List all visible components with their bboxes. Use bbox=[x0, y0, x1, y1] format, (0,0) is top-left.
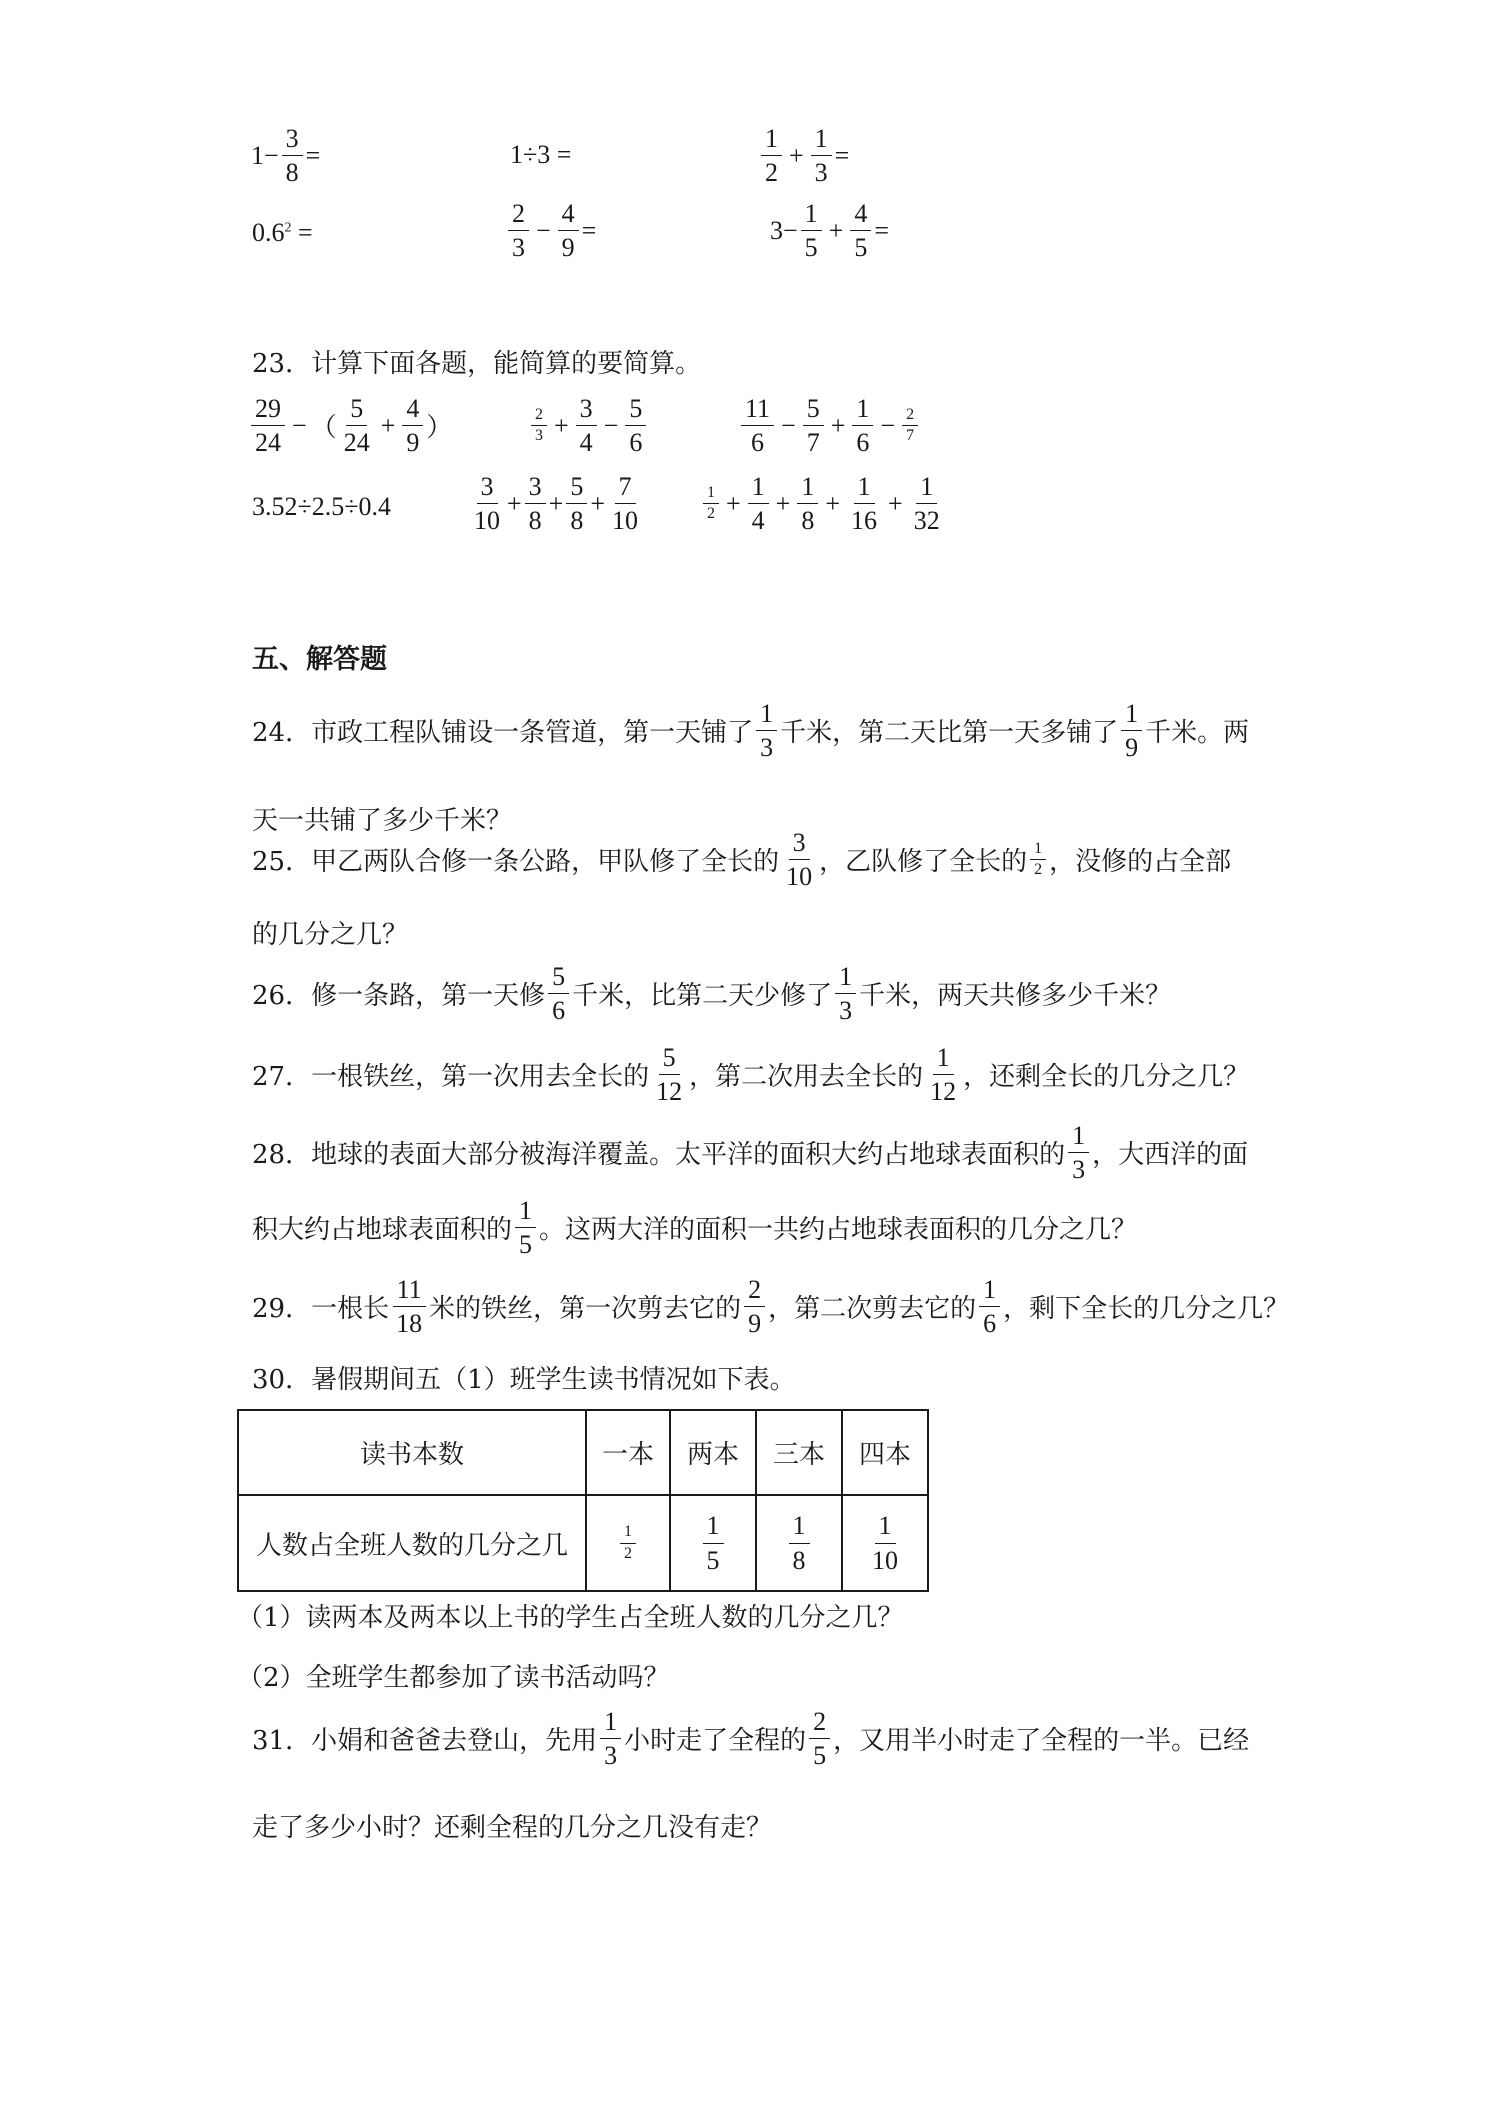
fraction: $\frac{7}{10}$ bbox=[612, 472, 639, 536]
table-header-cell: 两本 bbox=[670, 1410, 756, 1495]
fraction: $\frac{3}{10}$ bbox=[786, 828, 813, 892]
fraction: $\frac{3}{10}$ bbox=[474, 472, 500, 536]
q23-title: 23．计算下面各题，能简算的要简算。 bbox=[252, 349, 702, 379]
fraction: $\frac{1}{3}$ bbox=[1068, 1122, 1089, 1184]
fraction: $\frac{2}{3}$ bbox=[531, 407, 547, 446]
q26-line-1: 26．修一条路，第一天修 $\frac{5}{6}$ 千米，比第二天少修了 $\frac{1}{3}$ 千米，两天共修多少千米？ bbox=[252, 962, 1172, 1026]
q22-expr-b: 1÷3 = bbox=[510, 140, 572, 169]
fraction: $\frac{1}{16}$ bbox=[851, 472, 878, 536]
q30-sub-2: （2）全班学生都参加了读书活动吗？ bbox=[237, 1663, 670, 1693]
table-header-cell: 一本 bbox=[586, 1410, 670, 1495]
fraction: $\frac{3}{4}$ bbox=[576, 395, 597, 457]
table-cell bbox=[586, 1495, 670, 1591]
fraction: $\frac{1}{2}$ bbox=[703, 485, 719, 524]
fraction: $\frac{4}{9}$ bbox=[402, 395, 423, 457]
fraction: $\frac{4}{9}$ bbox=[558, 200, 579, 262]
fraction: $\frac{4}{5}$ bbox=[850, 200, 871, 262]
q23-expr-e: $\frac{3}{10}$ + $\frac{3}{8}$ + $\frac{5}{8}$ + $\frac{7}{10}$ bbox=[467, 473, 645, 535]
fraction: $\frac{29}{24}$ bbox=[251, 395, 285, 457]
table-header-cell: 读书本数 bbox=[238, 1410, 586, 1495]
fraction: $\frac{1}{2}$ bbox=[620, 1524, 636, 1563]
fraction: $\frac{11}{6}$ bbox=[741, 395, 774, 457]
q22-expr-f: 3− $\frac{1}{5}$ + $\frac{4}{5}$ = bbox=[770, 199, 890, 263]
q23-expr-b: $\frac{2}{3}$ + $\frac{3}{4}$ − $\frac{5}{6}$ bbox=[528, 395, 649, 457]
fraction: $\frac{1}{6}$ bbox=[852, 395, 873, 457]
fraction: $\frac{3}{8}$ bbox=[525, 473, 546, 535]
table-header-cell: 三本 bbox=[756, 1410, 842, 1495]
q22-expr-e: $\frac{2}{3}$ − $\frac{4}{9}$ = bbox=[505, 200, 596, 262]
q23-expr-f: $\frac{1}{2}$ + $\frac{1}{4}$ + $\frac{1}{8}$ + $\frac{1}{16}$ + $\frac{1}{32}$ bbox=[700, 473, 947, 535]
q24-line-1: 24．市政工程队铺设一条管道，第一天铺了 $\frac{1}{3}$ 千米，第二天比第一天多铺了 $\frac{1}{9}$ 千米。两 bbox=[252, 699, 1250, 763]
fraction: $\frac{1}{9}$ bbox=[1121, 700, 1142, 762]
q22-expr-c: $\frac{1}{2}$ + $\frac{1}{3}$ = bbox=[758, 125, 849, 187]
q25-line-2: 的几分之几？ bbox=[252, 920, 409, 950]
q30-title: 30．暑假期间五（1）班学生读书情况如下表。 bbox=[252, 1365, 796, 1395]
fraction: $\frac{1}{5}$ bbox=[515, 1197, 536, 1259]
q31-line-2: 走了多少小时？还剩全程的几分之几没有走？ bbox=[252, 1813, 773, 1843]
fraction: $\frac{5}{24}$ bbox=[343, 394, 370, 458]
fraction: $\frac{1}{8}$ bbox=[797, 473, 818, 535]
fraction: $\frac{5}{7}$ bbox=[803, 395, 824, 457]
section-title: 五、解答题 bbox=[252, 644, 387, 675]
q25-line-1: 25．甲乙两队合修一条公路，甲队修了全长的 $\frac{3}{10}$ ，乙队修了全长的 $\frac{1}{2}$ ，没修的占全部 bbox=[252, 828, 1232, 892]
table-row bbox=[238, 1410, 928, 1495]
fraction: $\frac{5}{6}$ bbox=[625, 395, 646, 457]
fraction: $\frac{1}{3}$ bbox=[811, 125, 832, 187]
fraction: $\frac{2}{7}$ bbox=[902, 407, 918, 446]
q22-expr-d: $0.6^2$ = bbox=[252, 218, 313, 247]
fraction: $\frac{1}{5}$ bbox=[703, 1512, 724, 1574]
fraction: $\frac{1}{2}$ bbox=[761, 125, 782, 187]
fraction: $\frac{1}{12}$ bbox=[930, 1043, 957, 1107]
fraction: $\frac{1}{10}$ bbox=[872, 1511, 898, 1575]
table-header-cell: 四本 bbox=[842, 1410, 928, 1495]
q23-expr-c: $\frac{11}{6}$ − $\frac{5}{7}$ + $\frac{1}{6}$ − $\frac{2}{7}$ bbox=[738, 395, 921, 457]
fraction: $\frac{1}{32}$ bbox=[913, 472, 940, 536]
q28-line-1: 28．地球的表面大部分被海洋覆盖。太平洋的面积大约占地球表面积的 $\frac{1}{3}$ ，大西洋的面 bbox=[252, 1121, 1249, 1185]
q29-line-1: 29．一根长 $\frac{11}{18}$ 米的铁丝，第一次剪去它的 $\frac{2}{9}$ ，第二次剪去它的 $\frac{1}{6}$ ，剩下全长的几分之几？ bbox=[252, 1275, 1290, 1339]
table-cell bbox=[842, 1495, 928, 1591]
fraction: $\frac{1}{6}$ bbox=[979, 1276, 1000, 1338]
fraction: $\frac{1}{4}$ bbox=[748, 473, 769, 535]
fraction: $\frac{5}{12}$ bbox=[656, 1043, 683, 1107]
q22-expr-a: 1− $\frac{3}{8}$ = bbox=[251, 124, 321, 188]
fraction: $\frac{2}{9}$ bbox=[744, 1276, 765, 1338]
fraction: $\frac{1}{3}$ bbox=[835, 963, 856, 1025]
fraction: $\frac{1}{8}$ bbox=[789, 1512, 810, 1574]
fraction: $\frac{5}{6}$ bbox=[548, 963, 569, 1025]
fraction: $\frac{2}{3}$ bbox=[508, 200, 529, 262]
table-cell bbox=[670, 1495, 756, 1591]
table-cell bbox=[756, 1495, 842, 1591]
fraction: $\frac{5}{8}$ bbox=[566, 473, 587, 535]
table-row bbox=[238, 1495, 928, 1591]
q23-expr-a: $\frac{29}{24}$ − （ $\frac{5}{24}$ + $\frac{4}{9}$ ） bbox=[248, 395, 452, 457]
q24-line-2: 天一共铺了多少千米？ bbox=[252, 806, 513, 836]
table-row-label: 人数占全班人数的几分之几 bbox=[238, 1495, 586, 1591]
fraction: $\frac{1}{3}$ bbox=[756, 700, 777, 762]
fraction: $\frac{2}{5}$ bbox=[809, 1708, 830, 1770]
fraction: $\frac{3}{8}$ bbox=[282, 125, 303, 187]
q31-line-1: 31．小娟和爸爸去登山，先用 $\frac{1}{3}$ 小时走了全程的 $\frac{2}{5}$ ，又用半小时走了全程的一半。已经 bbox=[252, 1707, 1250, 1771]
q27-line-1: 27．一根铁丝，第一次用去全长的 $\frac{5}{12}$ ，第二次用去全长的 $\frac{1}{12}$ ，还剩全长的几分之几？ bbox=[252, 1043, 1250, 1107]
q28-line-2: 积大约占地球表面积的 $\frac{1}{5}$ 。这两大洋的面积一共约占地球表面积的几分之几？ bbox=[252, 1196, 1138, 1260]
fraction: $\frac{1}{3}$ bbox=[600, 1708, 621, 1770]
q30-sub-1: （1）读两本及两本以上书的学生占全班人数的几分之几？ bbox=[237, 1603, 904, 1633]
fraction: $\frac{11}{18}$ bbox=[392, 1276, 426, 1338]
reading-table bbox=[237, 1409, 929, 1592]
q23-expr-d: 3.52÷2.5÷0.4 bbox=[252, 492, 392, 521]
fraction: $\frac{1}{5}$ bbox=[801, 200, 822, 262]
fraction: $\frac{1}{2}$ bbox=[1030, 841, 1046, 880]
